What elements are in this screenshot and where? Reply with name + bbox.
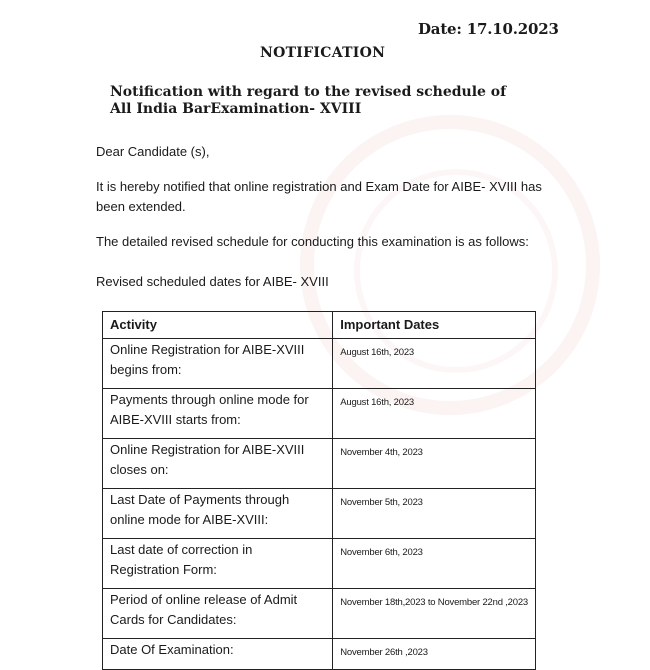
table-row: [103, 389, 536, 439]
date-cell: November 5th, 2023: [333, 489, 536, 539]
page-title: NOTIFICATION: [260, 45, 386, 61]
notice-date: Date: 17.10.2023: [418, 20, 559, 38]
column-header-dates: Important Dates: [333, 312, 536, 339]
schedule-intro: The detailed revised schedule for conducting this examination is as follows:: [96, 234, 529, 249]
date-cell: November 26th ,2023: [333, 639, 536, 670]
date-cell: November 6th, 2023: [333, 539, 536, 589]
table-row: [103, 589, 536, 639]
column-header-activity: Activity: [103, 312, 333, 339]
activity-cell: Period of online release of Admit Cards for Candidates:: [103, 589, 333, 639]
table-caption: Revised scheduled dates for AIBE- XVIII: [96, 274, 329, 289]
greeting: Dear Candidate (s),: [96, 144, 210, 159]
activity-cell: Online Registration for AIBE-XVIII closes on:: [103, 439, 333, 489]
table-row: [103, 639, 536, 670]
table-row: [103, 339, 536, 389]
date-cell: August 16th, 2023: [333, 389, 536, 439]
activity-cell: Last Date of Payments through online mode for AIBE-XVIII:: [103, 489, 333, 539]
schedule-table: [102, 311, 536, 670]
date-cell: November 4th, 2023: [333, 439, 536, 489]
table-row: [103, 489, 536, 539]
notice-subject: Notification with regard to the revised schedule of All India BarExamination- XVIII: [110, 84, 507, 117]
activity-cell: Payments through online mode for AIBE-XVIII starts from:: [103, 389, 333, 439]
date-cell: August 16th, 2023: [333, 339, 536, 389]
activity-cell: Online Registration for AIBE-XVIII begins from:: [103, 339, 333, 389]
table-header-row: [103, 312, 536, 339]
extension-notice: It is hereby notified that online registration and Exam Date for AIBE- XVIII has been extended.: [96, 179, 542, 214]
table-row: [103, 539, 536, 589]
activity-cell: Date Of Examination:: [103, 639, 333, 670]
activity-cell: Last date of correction in Registration Form:: [103, 539, 333, 589]
date-cell: November 18th,2023 to November 22nd ,2023: [333, 589, 536, 639]
table-row: [103, 439, 536, 489]
